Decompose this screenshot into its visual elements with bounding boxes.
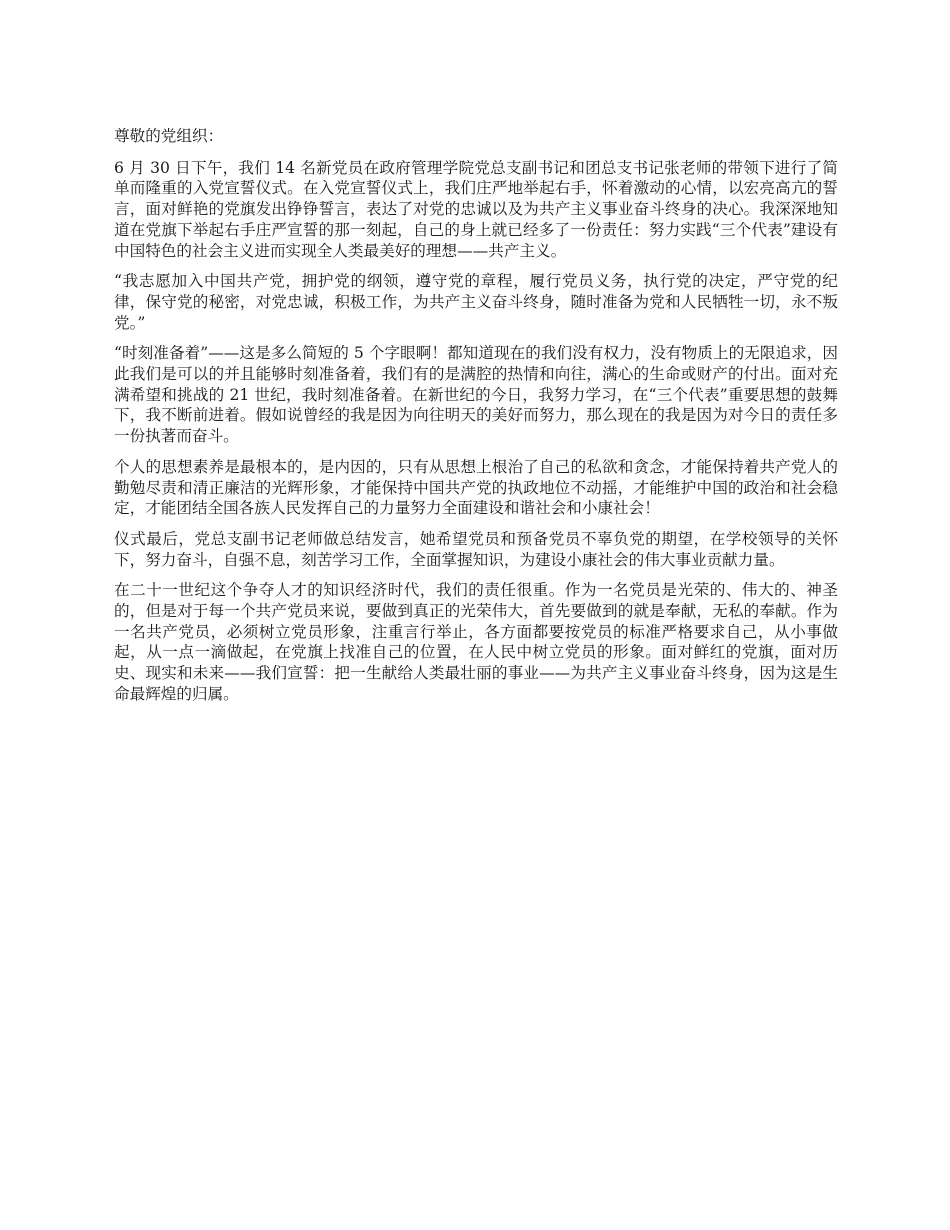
paragraph-ideological-quality: 个人的思想素养是最根本的，是内因的，只有从思想上根治了自己的私欲和贪念，才能保持着共产党人的勤勉尽责和清正廉洁的光辉形象，才能保持中国共产党的执政地位不动摇，才能维护中国的政治和社会稳定，才能团结全国各族人民发挥自己的力量努力全面建设和谐社会和小康社会！ bbox=[114, 457, 838, 518]
paragraph-always-ready: “时刻准备着”——这是多么简短的 5 个字眼啊！都知道现在的我们没有权力，没有物质上的无限追求，因此我们是可以的并且能够时刻准备着，我们有的是满腔的热情和向往，满心的生命或财产的付出。面对充满希望和挑战的 21 世纪，我时刻准备着。在新世纪的今日，我努力学习，在“三个代表”重要思想的鼓舞下，我不断前进着。假如说曾经的我是因为向往明天的美好而努力，那么现在的我是因为对今日的责任多一份执著而奋斗。 bbox=[114, 344, 838, 446]
paragraph-ceremony-closing: 仪式最后，党总支副书记老师做总结发言，她希望党员和预备党员不辜负党的期望，在学校领导的关怀下，努力奋斗，自强不息，刻苦学习工作，全面掌握知识，为建设小康社会的伟大事业贡献力量。 bbox=[114, 529, 838, 569]
paragraph-responsibility: 在二十一世纪这个争夺人才的知识经济时代，我们的责任很重。作为一名党员是光荣的、伟大的、神圣的，但是对于每一个共产党员来说，要做到真正的光荣伟大，首先要做到的就是奉献，无私的奉献。作为一名共产党员，必须树立党员形象，注重言行举止，各方面都要按党员的标准严格要求自己，从小事做起，从一点一滴做起，在党旗上找准自己的位置，在人民中树立党员的形象。面对鲜红的党旗，面对历史、现实和未来——我们宣誓：把一生献给人类最壮丽的事业——为共产主义事业奋斗终身，因为这是生命最辉煌的归属。 bbox=[114, 581, 838, 703]
paragraph-oath-ceremony: 6 月 30 日下午，我们 14 名新党员在政府管理学院党总支副书记和团总支书记张老师的带领下进行了简单而隆重的入党宣誓仪式。在入党宣誓仪式上，我们庄严地举起右手，怀着激动的心情，以宏亮高亢的誓言，面对鲜艳的党旗发出铮铮誓言，表达了对党的忠诚以及为共产主义事业奋斗终身的决心。我深深地知道在党旗下举起右手庄严宣誓的那一刻起，自己的身上就已经多了一份责任：努力实践“三个代表”建设有中国特色的社会主义进而实现全人类最美好的理想——共产主义。 bbox=[114, 158, 838, 260]
salutation: 尊敬的党组织： bbox=[114, 127, 224, 145]
document-body bbox=[114, 126, 838, 715]
paragraph-oath-text: “我志愿加入中国共产党，拥护党的纲领，遵守党的章程，履行党员义务，执行党的决定，严守党的纪律，保守党的秘密，对党忠诚，积极工作，为共产主义奋斗终身，随时准备为党和人民牺牲一切，永不叛党。” bbox=[114, 272, 838, 332]
